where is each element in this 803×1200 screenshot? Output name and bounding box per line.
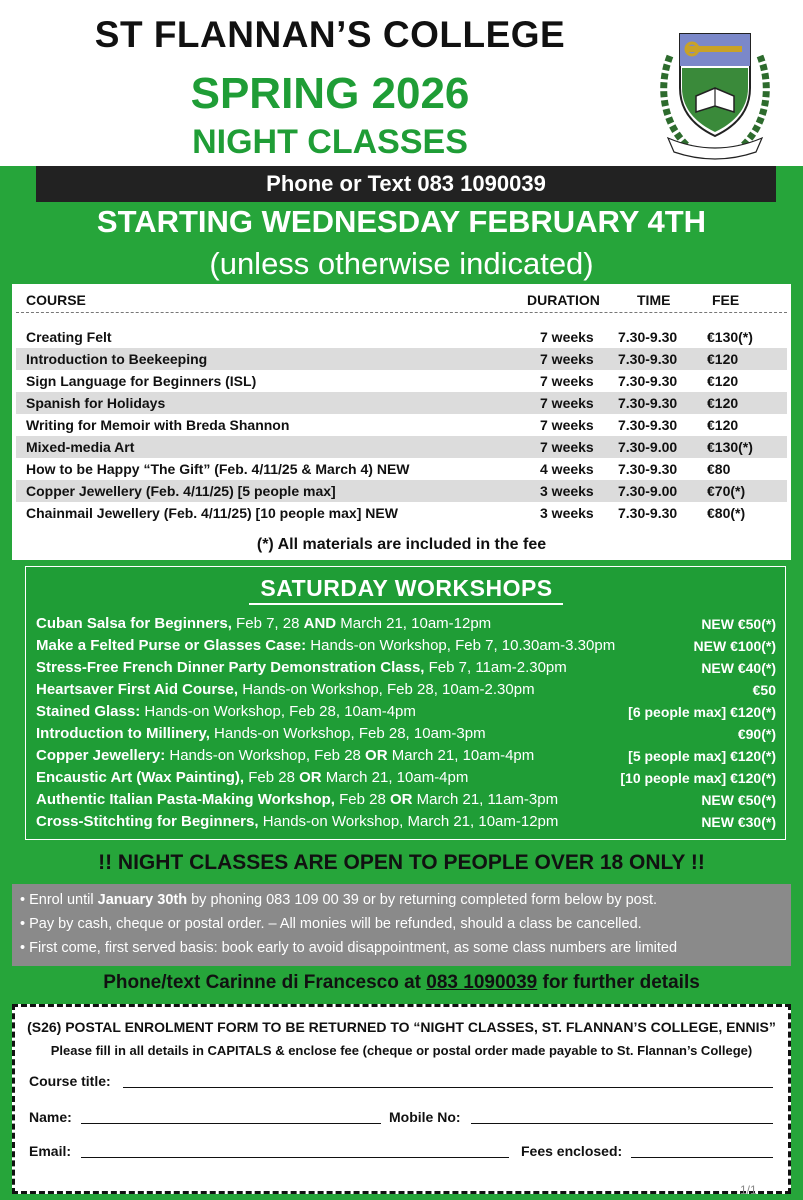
table-row bbox=[16, 458, 787, 480]
saturday-workshops bbox=[25, 566, 786, 840]
course-time: 7.30-9.30 bbox=[618, 373, 678, 389]
course-name: Spanish for Holidays bbox=[26, 395, 166, 411]
name-field[interactable] bbox=[81, 1123, 381, 1124]
course-time: 7.30-9.30 bbox=[618, 395, 678, 411]
college-crest-logo bbox=[652, 26, 778, 162]
course-name: Creating Felt bbox=[26, 329, 112, 345]
workshop-fee: NEW €50(*) bbox=[701, 616, 776, 632]
workshop-fee: [6 people max] €120(*) bbox=[628, 704, 776, 720]
list-item bbox=[36, 767, 776, 789]
list-item bbox=[36, 635, 776, 657]
header-divider bbox=[16, 312, 787, 313]
workshop-detail: Hands-on Workshop, Feb 28, 10am-3pm bbox=[209, 725, 486, 742]
workshop-fee: NEW €50(*) bbox=[701, 792, 776, 808]
workshop-detail: Feb 28 bbox=[244, 769, 300, 786]
course-name: Writing for Memoir with Breda Shannon bbox=[26, 417, 290, 433]
bullet-text: by phoning 083 109 00 39 or by returning completed form below by post. bbox=[187, 892, 658, 908]
workshop-name: Authentic Italian Pasta-Making Workshop, bbox=[36, 791, 335, 808]
table-row bbox=[16, 326, 787, 348]
course-duration: 3 weeks bbox=[540, 505, 594, 521]
table-row bbox=[16, 414, 787, 436]
course-table bbox=[12, 284, 791, 560]
enrolment-info bbox=[12, 884, 791, 966]
fees-field[interactable] bbox=[631, 1157, 773, 1158]
course-title-field[interactable] bbox=[123, 1087, 773, 1088]
workshop-detail: Hands-on Workshop, Feb 28 bbox=[165, 747, 366, 764]
workshop-connector: AND bbox=[303, 615, 337, 632]
course-fee: €130(*) bbox=[707, 329, 753, 345]
workshop-detail-2: March 21, 10am-4pm bbox=[387, 747, 535, 764]
list-item bbox=[36, 679, 776, 701]
postal-enrolment-form bbox=[12, 1004, 791, 1194]
phone-bar: Phone or Text 083 1090039 bbox=[36, 166, 776, 202]
course-fee: €130(*) bbox=[707, 439, 753, 455]
workshop-name: Cuban Salsa for Beginners, bbox=[36, 615, 232, 632]
contact-phone-number[interactable]: 083 1090039 bbox=[426, 972, 538, 993]
list-item bbox=[36, 723, 776, 745]
saturday-title: SATURDAY WORKSHOPS bbox=[260, 575, 553, 601]
contact-text-end: for further details bbox=[537, 972, 700, 993]
workshop-detail: Feb 7, 28 bbox=[231, 615, 304, 632]
course-duration: 7 weeks bbox=[540, 373, 594, 389]
course-name: Sign Language for Beginners (ISL) bbox=[26, 373, 257, 389]
workshop-fee: NEW €40(*) bbox=[701, 660, 776, 676]
table-row bbox=[16, 436, 787, 458]
course-duration: 7 weeks bbox=[540, 351, 594, 367]
workshop-name: Heartsaver First Aid Course, bbox=[36, 681, 239, 698]
course-time: 7.30-9.30 bbox=[618, 505, 678, 521]
workshop-name: Stress-Free French Dinner Party Demonstration Class, bbox=[36, 659, 425, 676]
course-fee: €120 bbox=[707, 395, 739, 411]
course-fee: €120 bbox=[707, 351, 739, 367]
course-name: Chainmail Jewellery (Feb. 4/11/25) [10 people max] NEW bbox=[26, 505, 398, 521]
course-name: Copper Jewellery (Feb. 4/11/25) [5 people max] bbox=[26, 483, 336, 499]
workshop-detail-2: March 21, 10am-12pm bbox=[336, 615, 492, 632]
workshop-detail: Hands-on Workshop, March 21, 10am-12pm bbox=[258, 813, 559, 830]
course-name: Mixed-media Art bbox=[26, 439, 135, 455]
course-time: 7.30-9.30 bbox=[618, 461, 678, 477]
workshop-connector: OR bbox=[299, 769, 322, 786]
course-time: 7.30-9.30 bbox=[618, 351, 678, 367]
course-fee: €80(*) bbox=[707, 505, 746, 521]
start-date-heading: STARTING WEDNESDAY FEBRUARY 4TH bbox=[96, 204, 707, 239]
form-instructions: Please fill in all details in CAPITALS & enclose fee (cheque or postal order made payable to St. Flannan’s College) bbox=[50, 1043, 753, 1058]
table-row bbox=[16, 480, 787, 502]
workshop-detail: Feb 7, 11am-2.30pm bbox=[424, 659, 567, 676]
age-notice: !! NIGHT CLASSES ARE OPEN TO PEOPLE OVER 18 ONLY !! bbox=[98, 851, 705, 874]
table-row bbox=[16, 502, 787, 524]
list-item bbox=[36, 701, 776, 723]
list-item bbox=[36, 745, 776, 767]
bullet-text: • Enrol until bbox=[20, 892, 98, 908]
contact-line bbox=[0, 972, 803, 994]
header-course: COURSE bbox=[26, 292, 86, 308]
workshop-detail: Hands-on Workshop, Feb 7, 10.30am-3.30pm bbox=[306, 637, 616, 654]
workshop-fee: NEW €30(*) bbox=[701, 814, 776, 830]
page-indicator: 1/1 bbox=[740, 1183, 757, 1197]
header-fee: FEE bbox=[712, 292, 740, 308]
workshop-name: Stained Glass: bbox=[36, 703, 141, 720]
contact-text: Phone/text Carinne di Francesco at bbox=[103, 972, 427, 993]
course-name: How to be Happy “The Gift” (Feb. 4/11/25 & March 4) NEW bbox=[26, 461, 410, 477]
course-time: 7.30-9.00 bbox=[618, 439, 678, 455]
course-duration: 7 weeks bbox=[540, 329, 594, 345]
workshop-detail-2: March 21, 10am-4pm bbox=[321, 769, 469, 786]
workshop-detail: Feb 28 bbox=[334, 791, 390, 808]
mobile-field[interactable] bbox=[471, 1123, 773, 1124]
course-time: 7.30-9.30 bbox=[618, 329, 678, 345]
materials-note: (*) All materials are included in the fee bbox=[256, 536, 547, 553]
course-time: 7.30-9.00 bbox=[618, 483, 678, 499]
info-bullet-enrol bbox=[20, 888, 790, 912]
course-fee: €70(*) bbox=[707, 483, 746, 499]
course-duration: 7 weeks bbox=[540, 439, 594, 455]
name-label: Name: bbox=[29, 1109, 72, 1125]
course-duration: 7 weeks bbox=[540, 395, 594, 411]
start-date-note: (unless otherwise indicated) bbox=[209, 246, 594, 281]
season-title: SPRING 2026 bbox=[190, 69, 470, 118]
header-time: TIME bbox=[637, 292, 671, 308]
workshop-detail: Hands-on Workshop, Feb 28, 10am-2.30pm bbox=[238, 681, 535, 698]
workshop-name: Make a Felted Purse or Glasses Case: bbox=[36, 637, 307, 654]
course-fee: €80 bbox=[707, 461, 731, 477]
form-title: (S26) POSTAL ENROLMENT FORM TO BE RETURNED TO “NIGHT CLASSES, ST. FLANNAN’S COLLEGE, ENNIS” bbox=[27, 1019, 776, 1035]
course-fee: €120 bbox=[707, 373, 739, 389]
workshop-fee: NEW €100(*) bbox=[693, 638, 776, 654]
email-field[interactable] bbox=[81, 1157, 509, 1158]
workshop-name: Cross-Stitchting for Beginners, bbox=[36, 813, 259, 830]
workshop-fee: €50 bbox=[752, 682, 776, 698]
course-time: 7.30-9.30 bbox=[618, 417, 678, 433]
list-item bbox=[36, 613, 776, 635]
info-bullet-payment: • Pay by cash, cheque or postal order. – All monies will be refunded, should a class be cancelled. bbox=[20, 916, 642, 932]
workshop-name: Introduction to Millinery, bbox=[36, 725, 210, 742]
header-duration: DURATION bbox=[527, 292, 600, 308]
enrol-deadline: January 30th bbox=[97, 892, 188, 908]
course-duration: 4 weeks bbox=[540, 461, 594, 477]
info-bullet-first-come: • First come, first served basis: book early to avoid disappointment, as some class numbers are limited bbox=[20, 940, 678, 956]
title-underline bbox=[249, 603, 563, 605]
workshop-fee: €90(*) bbox=[737, 726, 776, 742]
email-label: Email: bbox=[29, 1143, 72, 1159]
workshop-name: Encaustic Art (Wax Painting), bbox=[36, 769, 245, 786]
table-row bbox=[16, 370, 787, 392]
course-duration: 3 weeks bbox=[540, 483, 594, 499]
course-rows bbox=[16, 326, 787, 524]
course-title-label: Course title: bbox=[29, 1073, 111, 1089]
course-name: Introduction to Beekeeping bbox=[26, 351, 208, 367]
workshop-detail: Hands-on Workshop, Feb 28, 10am-4pm bbox=[140, 703, 416, 720]
workshop-fee: [5 people max] €120(*) bbox=[628, 748, 776, 764]
header bbox=[0, 0, 803, 166]
fees-label: Fees enclosed: bbox=[521, 1143, 623, 1159]
college-name: ST FLANNAN’S COLLEGE bbox=[94, 14, 566, 55]
night-classes-title: NIGHT CLASSES bbox=[192, 123, 468, 161]
table-row bbox=[16, 392, 787, 414]
list-item bbox=[36, 811, 776, 833]
list-item bbox=[36, 789, 776, 811]
workshop-detail-2: March 21, 11am-3pm bbox=[412, 791, 559, 808]
workshop-connector: OR bbox=[365, 747, 388, 764]
workshop-name: Copper Jewellery: bbox=[36, 747, 166, 764]
workshop-connector: OR bbox=[389, 791, 413, 808]
course-duration: 7 weeks bbox=[540, 417, 594, 433]
mobile-label: Mobile No: bbox=[389, 1109, 461, 1125]
list-item bbox=[36, 657, 776, 679]
table-row bbox=[16, 348, 787, 370]
workshop-fee: [10 people max] €120(*) bbox=[620, 770, 776, 786]
course-fee: €120 bbox=[707, 417, 739, 433]
